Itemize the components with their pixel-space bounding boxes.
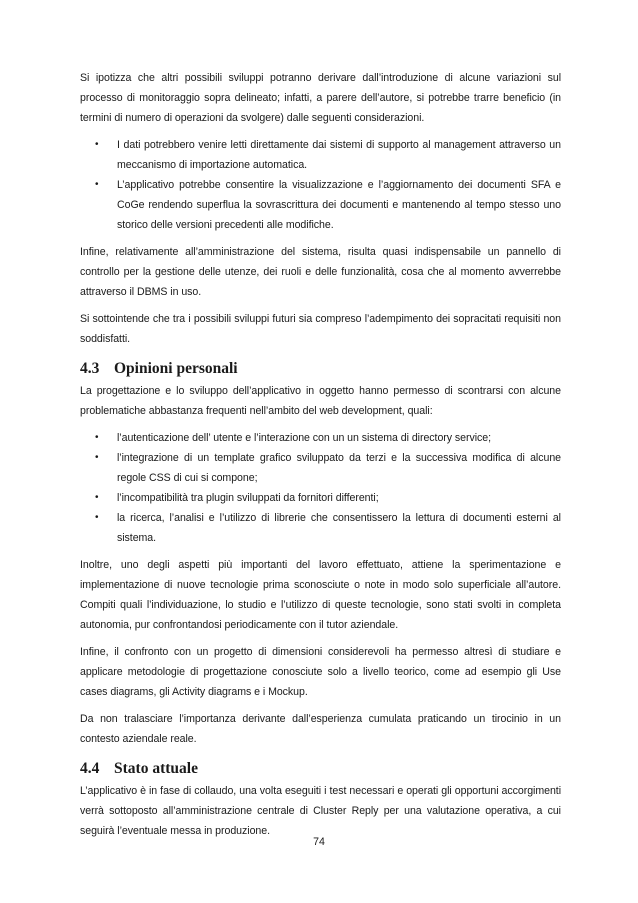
intro-bullet-list — [80, 135, 561, 235]
list-item-text: l’incompatibilità tra plugin sviluppati da fornitori differenti; — [117, 492, 379, 504]
page-number: 74 — [313, 836, 325, 848]
bullet-icon: • — [95, 512, 99, 523]
section-number: 4.3 — [80, 360, 100, 377]
section-title: Opinioni personali — [114, 360, 238, 377]
bullet-icon: • — [95, 179, 99, 190]
list-item — [80, 135, 561, 175]
list-item-text: l’autenticazione dell’ utente e l’interazione con un un sistema di directory service; — [117, 432, 491, 444]
opinioni-intro-paragraph: La progettazione e lo sviluppo dell’applicativo in oggetto hanno permesso di scontrarsi con alcune problematiche abbastanza frequenti nell’ambito del web development, quali: — [80, 385, 561, 417]
page-body — [80, 68, 561, 848]
requisiti-paragraph: Si sottointende che tra i possibili sviluppi futuri sia compreso l’adempimento dei sopracitati requisiti non soddisfatti. — [80, 313, 561, 345]
intro-paragraph: Si ipotizza che altri possibili sviluppi potranno derivare dall’introduzione di alcune variazioni sul processo di monitoraggio sopra delineato; infatti, a parere dell’autore, si potrebbe trarre beneficio (in termini di numero di operazioni da svolgere) dalle seguenti considerazioni. — [80, 72, 561, 124]
admin-paragraph: Infine, relativamente all’amministrazione del sistema, risulta quasi indispensabile un pannello di controllo per la gestione delle utenze, dei ruoli e delle funzionalità, cosa che al momento avverrebbe attraverso il DBMS in uso. — [80, 246, 561, 298]
opinioni-bullet-list — [80, 428, 561, 548]
bullet-icon: • — [95, 452, 99, 463]
opinioni-paragraph-metodologie: Infine, il confronto con un progetto di dimensioni considerevoli ha permesso altresì di studiare e applicare metodologie di progettazione conosciute solo a livello teorico, come ad esempio gli Use cases diagrams, gli Activity diagrams e i Mockup. — [80, 646, 561, 698]
bullet-icon: • — [95, 139, 99, 150]
list-item-text: l’integrazione di un template grafico sviluppato da terzi e la successiva modifica di alcune regole CSS di cui si compone; — [117, 452, 561, 484]
list-item — [80, 488, 561, 508]
opinioni-paragraph-tirocinio: Da non tralasciare l’importanza derivante dall’esperienza cumulata praticando un tirocinio in un contesto aziendale reale. — [80, 713, 561, 745]
bullet-icon: • — [95, 492, 99, 503]
list-item-text: la ricerca, l’analisi e l’utilizzo di librerie che consentissero la lettura di documenti esterni al sistema. — [117, 512, 561, 544]
list-item-text: L’applicativo potrebbe consentire la visualizzazione e l’aggiornamento dei documenti SFA e CoGe rendendo superflua la sovrascrittura dei documenti e mantenendo al tempo stesso uno storico delle versioni precedenti alle modifiche. — [117, 179, 561, 231]
list-item — [80, 448, 561, 488]
section-number: 4.4 — [80, 760, 100, 777]
section-heading-stato — [80, 759, 561, 779]
list-item-text: I dati potrebbero venire letti direttamente dai sistemi di supporto al management attraverso un meccanismo di importazione automatica. — [117, 139, 561, 171]
opinioni-paragraph-tecnologie: Inoltre, uno degli aspetti più importanti del lavoro effettuato, attiene la sperimentazione e implementazione di nuove tecnologie prima sconosciute o note in modo solo superficiale all’autore. Compiti quali l’individuazione, lo studio e l’utilizzo di queste tecnologie, sono stati svolti in completa autonomia, pur confrontandosi periodicamente con il tutor aziendale. — [80, 559, 561, 631]
bullet-icon: • — [95, 432, 99, 443]
list-item — [80, 175, 561, 235]
section-title: Stato attuale — [114, 760, 198, 777]
list-item — [80, 428, 561, 448]
stato-paragraph: L’applicativo è in fase di collaudo, una volta eseguiti i test necessari e operati gli opportuni accorgimenti verrà sottoposto all’amministrazione centrale di Cluster Reply per una valutazione operativa, a cui seguirà l’eventuale messa in produzione. — [80, 785, 561, 837]
section-heading-opinioni — [80, 359, 561, 379]
list-item — [80, 508, 561, 548]
